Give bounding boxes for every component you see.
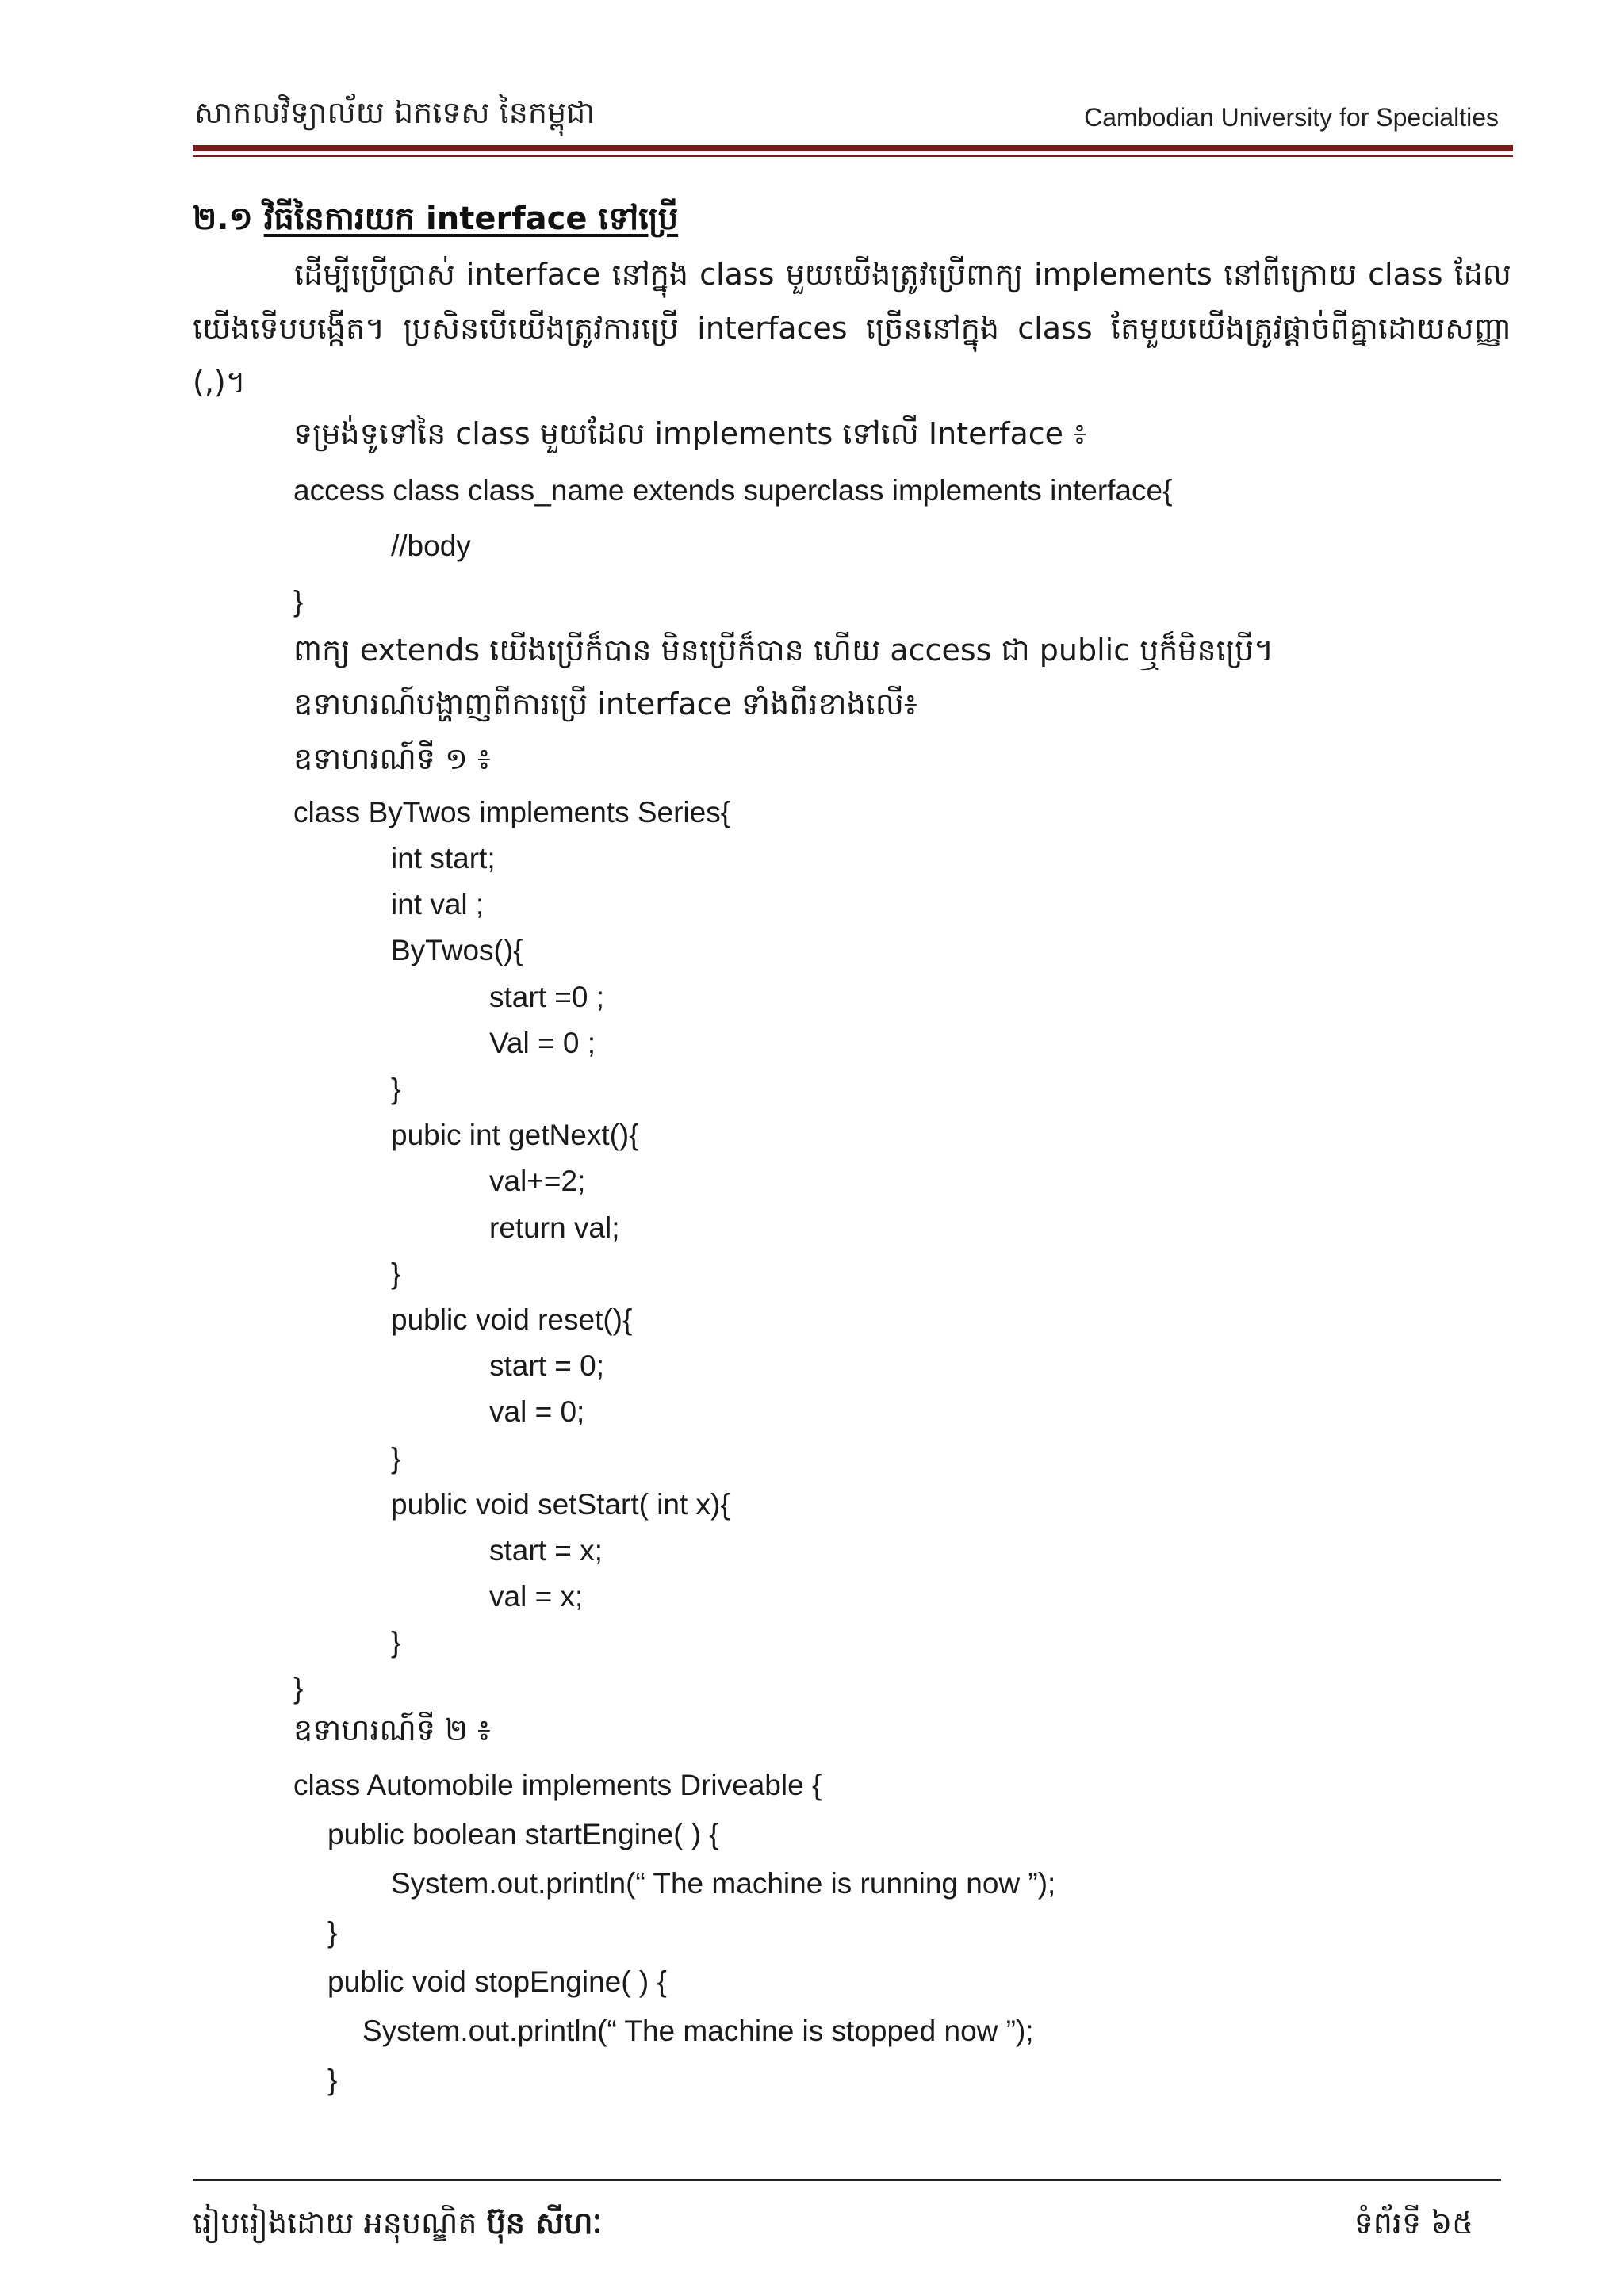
section-title: វិធីនៃការយក interface ទៅប្រើ [263, 201, 679, 237]
code-line: Val = 0 ; [489, 1027, 596, 1059]
example2-label: ឧទាហរណ៍ទី ២ ៖ [293, 1712, 491, 1747]
syntax-line: access class class_name extends superclass implements interface{ [293, 474, 1173, 507]
code-line: } [293, 1672, 304, 1705]
code-line: public void stopEngine( ) { [327, 1965, 667, 1998]
code-line: ByTwos(){ [391, 934, 523, 966]
code-line: int start; [391, 842, 496, 874]
code-line: } [391, 1442, 401, 1475]
footer-author-name: ប៊ុន សីហៈ [486, 2206, 603, 2241]
code-line: int val ; [391, 888, 485, 920]
header-university-khmer: សាកលវិទ្យាល័យ ឯកទេស នៃកម្ពុជា [194, 95, 596, 130]
code-line: val+=2; [489, 1165, 586, 1197]
code-line: return val; [489, 1211, 620, 1244]
header-divider-thin [193, 155, 1513, 157]
code-line: } [391, 1257, 401, 1290]
example1-label: ឧទាហរណ៍ទី ១ ៖ [293, 741, 491, 776]
syntax-intro: ទម្រង់ទូទៅនៃ class មួយដែល implements ទៅលើ Interface ៖ [293, 416, 1086, 451]
code-line: public boolean startEngine( ) { [327, 1818, 719, 1850]
code-line: } [391, 1626, 401, 1659]
header-divider [193, 145, 1513, 151]
section-number: ២.១ [193, 201, 253, 237]
code-line: val = 0; [489, 1395, 585, 1428]
code-line: } [391, 1073, 401, 1105]
syntax-body-comment: //body [391, 530, 471, 562]
code-line: System.out.println(“ The machine is running now ”); [391, 1867, 1056, 1900]
page-number: ទំព័រទី ៦៥ [1354, 2206, 1473, 2241]
code-line: val = x; [489, 1580, 584, 1613]
code-line: class Automobile implements Driveable { [293, 1769, 822, 1801]
code-line: public void reset(){ [391, 1303, 633, 1336]
footer-author-credit [193, 2204, 602, 2248]
footer-prefix: រៀបរៀងដោយ អនុបណ្ឌិត [193, 2206, 487, 2241]
code-line: } [327, 1916, 338, 1949]
footer-divider [193, 2179, 1501, 2181]
code-line: class ByTwos implements Series{ [293, 796, 731, 828]
examples-intro: ឧទាហរណ៍បង្ហាញពីការប្រើ interface ទាំងពីរខាងលើ៖ [293, 687, 917, 721]
code-line: start = x; [489, 1534, 603, 1567]
header-university-english: Cambodian University for Specialties [1084, 103, 1499, 132]
section-heading [193, 198, 678, 245]
extends-note: ពាក្យ extends យើងប្រើក៏បាន មិនប្រើក៏បាន ហើយ access ជា public ឬក៏មិនប្រើ។ [293, 633, 1274, 668]
code-line: } [327, 2064, 338, 2096]
code-line: start =0 ; [489, 981, 604, 1013]
code-line: start = 0; [489, 1349, 604, 1382]
intro-paragraph: ដើម្បីប្រើប្រាស់ interface នៅក្នុង class មួយយើងត្រូវប្រើពាក្យ implements នៅពីក្រោយ class ដែលយើងទើបបង្កើត។ ប្រសិនបើយើងត្រូវការប្រើ interfaces ច្រើននៅក្នុង class តែមួយយើងត្រូវផ្តាច់ពីគ្នាដោយសញ្ញា (,)។ [193, 257, 1511, 400]
syntax-closing-brace: } [293, 585, 304, 618]
code-line: public void setStart( int x){ [391, 1488, 730, 1521]
code-line: pubic int getNext(){ [391, 1119, 639, 1151]
code-line: System.out.println(“ The machine is stopped now ”); [362, 2015, 1034, 2047]
